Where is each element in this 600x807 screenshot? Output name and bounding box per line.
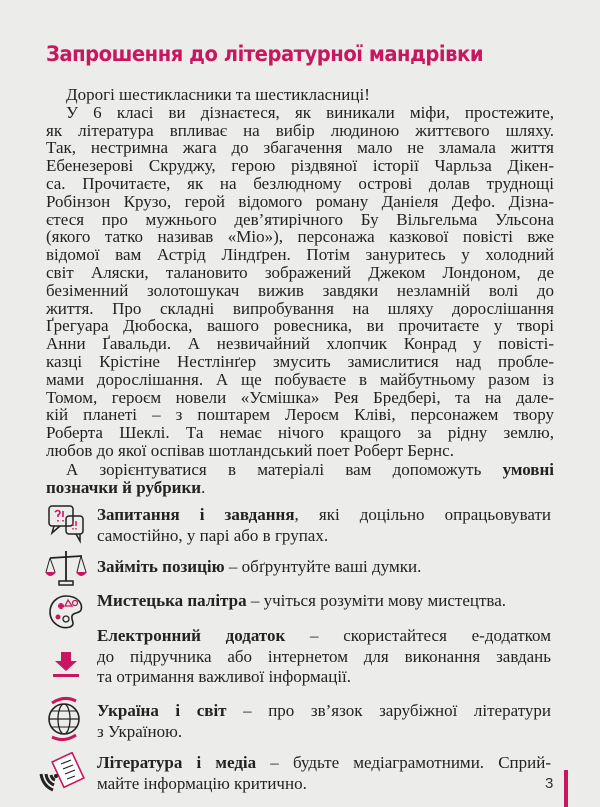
legend-line <box>97 505 551 526</box>
guide-intro-line-2: позначки й рубрики. <box>46 479 206 497</box>
legend-item <box>97 505 551 546</box>
body-line: життя. Про складні випробування на шляху дорослішання <box>46 299 554 318</box>
body-line: кій планеті – з поштарем Лероєм Кліві, персонажем твору <box>46 406 554 425</box>
body-line: са. Прочитаєте, як на безлюдному острові долав труднощі <box>46 175 554 193</box>
legend-term: Запитання і завдання <box>97 505 295 524</box>
body-line: Дорогі шестикласники та шестикласниці! <box>66 86 370 104</box>
legend-line: до підручника або інтернетом для виконання завдань <box>97 646 551 666</box>
globe-icon <box>46 695 82 743</box>
legend-line <box>97 591 551 612</box>
legend-line: майте інформацію критично. <box>97 773 307 793</box>
legend-line: з Україною. <box>97 721 183 741</box>
legend-line <box>97 557 551 578</box>
legend-desc: – учіться розуміти мову мистецтва. <box>246 591 506 610</box>
body-line: Ґрегуара Дюбоска, вашого ровесника, ви прочитаєте у творі <box>46 317 554 336</box>
legend-desc: – про зв’язок зарубіжної літератури <box>226 701 551 720</box>
legend-line <box>97 753 551 774</box>
body-line: Робінзон Крузо, герой відомого роману Даніеля Дефо. Дізна- <box>46 192 554 211</box>
legend-term: Електронний додаток <box>97 626 286 645</box>
legend-line <box>97 626 551 647</box>
palette-icon <box>48 594 84 630</box>
body-line: Так, нестримна жага до збагачення мало не зламала життя <box>46 139 554 158</box>
body-line: казці Крістіне Нестлінґер змусить замислитися над пробле- <box>46 353 554 371</box>
scales-icon <box>45 548 87 588</box>
guide-intro-line: А зорієнтуватися в матеріалі вам допоможуть умовні <box>66 461 554 479</box>
body-line: як література впливає на вибір людиною життєвого шляху. <box>46 121 554 140</box>
legend-desc: – обґрунтуйте ваші думки. <box>224 557 422 576</box>
body-line: Роберта Шеклі. Та немає нічого кращого за рідну землю, <box>46 424 554 442</box>
legend-line <box>97 701 551 722</box>
body-line: мами дорослішання. А ще побуваєте в майбутньому разом із <box>46 370 554 389</box>
legend-line: самостійно, у парі або в групах. <box>97 525 329 545</box>
body-line: безіменний золотошукач вижив завдяки незламній волі до <box>46 281 554 300</box>
legend-term: Мистецька палітра <box>97 591 247 610</box>
body-line: Ебенезерові Скруджу, герою різдвяної історії Чарльза Дікен- <box>46 157 554 175</box>
legend-item <box>97 701 551 742</box>
body-line: Анни Ґавальди. А незвичайний хлопчик Конрад у повісті- <box>46 335 554 353</box>
legend-item <box>97 591 551 612</box>
body-line: відомої вам Астрід Ліндґрен. Потім зануритесь у холодний <box>46 246 554 264</box>
media-icon <box>37 752 87 794</box>
body-line: єтеся про мужнього дев’ятирічного Бу Вільгельма Ульсона <box>46 210 554 229</box>
legend-item <box>97 753 554 794</box>
body-line: У 6 класі ви дізнаєтеся, як виникали міфи, простежите, <box>66 103 554 122</box>
questions-icon <box>46 502 86 544</box>
download-icon <box>52 652 80 678</box>
legend-desc: , які доцільно опрацьовувати <box>294 505 551 524</box>
body-line: світ Аляски, талановито зображений Джеком Лондоном, де <box>46 264 554 282</box>
legend-desc: – скористайтеся е-додатком <box>285 626 551 645</box>
legend-term: Україна і світ <box>97 701 227 720</box>
legend-desc: – будьте медіаграмотними. Сприй- <box>256 753 551 772</box>
page-title: Запрошення до літературної мандрівки <box>46 42 484 66</box>
legend-item <box>97 626 551 688</box>
legend-term: Займіть позицію <box>97 557 225 576</box>
legend-line: та отримання важливої інформації. <box>97 667 352 686</box>
page-number: 3 <box>545 775 554 792</box>
body-line: любов до якої оспівав шотландський поет Роберт Бернс. <box>46 442 454 460</box>
body-line: (якого татко називав «Міо»), персонажа казкової повісті вже <box>46 228 554 247</box>
body-line: Томом, героєм новели «Усмішка» Рея Бредбері, та на дале- <box>46 388 554 407</box>
page-accent-bar <box>564 770 568 807</box>
legend-item <box>97 557 551 578</box>
legend-term: Література і медіа <box>97 753 257 772</box>
